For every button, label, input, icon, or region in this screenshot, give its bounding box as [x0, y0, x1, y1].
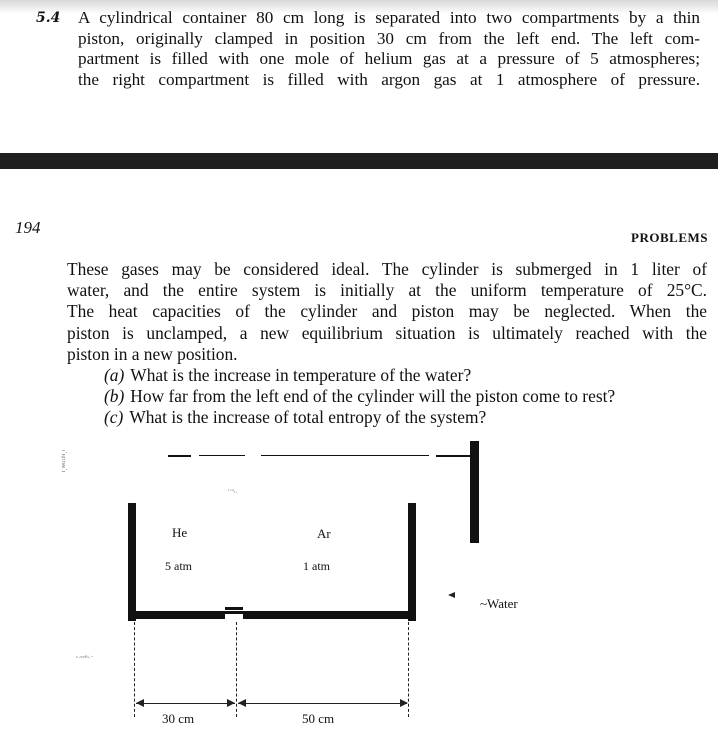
problem-statement-part2 — [67, 259, 707, 429]
question-a — [67, 365, 707, 386]
text-line: A cylindrical container 80 cm long is separated into two compartments by a thin — [78, 8, 700, 27]
text-line: the right compartment is filled with argon gas at 1 atmosphere of pressure. — [78, 69, 700, 89]
cylinder-bottom — [128, 611, 225, 619]
water-surface-line — [436, 455, 474, 457]
container-wall — [470, 441, 479, 543]
text-line: The heat capacities of the cylinder and piston may be neglected. When the — [67, 301, 707, 322]
piston-clamp — [225, 607, 243, 610]
text-line: piston is unclamped, a new equilibrium situation is ultimately reached with the — [67, 322, 707, 343]
question-b — [67, 386, 707, 407]
running-head: PROBLEMS — [631, 230, 708, 245]
left-length-label: 30 cm — [162, 711, 195, 726]
text-line: piston in a new position. — [67, 343, 238, 364]
right-length-label: 50 cm — [302, 711, 335, 726]
dimension-line-left — [136, 703, 235, 704]
arrow-icon — [227, 699, 235, 707]
water-surface-line — [261, 455, 429, 456]
arrow-icon — [448, 592, 455, 598]
question-label: (a) — [104, 365, 125, 386]
question-label: (c) — [104, 407, 124, 428]
text-line: piston, originally clamped in position 30 cm from the left end. The left com- — [78, 28, 700, 48]
left-pressure-label: 5 atm — [165, 559, 192, 573]
text-line: partment is filled with one mole of helium gas at a pressure of 5 atmospheres; — [78, 49, 700, 68]
question-text: What is the increase in temperature of the water? — [130, 365, 472, 386]
page-number: 194 — [15, 218, 41, 237]
left-gas-label: He — [172, 525, 188, 540]
arrow-icon — [400, 699, 408, 707]
cylinder-right-wall — [408, 503, 416, 621]
dimension-extension-line — [134, 622, 135, 717]
problem-number: 5.4 — [36, 10, 61, 26]
dimension-line-right — [238, 703, 407, 704]
piston-clamp — [225, 611, 243, 614]
arrow-icon — [238, 699, 246, 707]
water-surface-line — [168, 455, 191, 457]
question-text: How far from the left end of the cylinder will the piston come to rest? — [130, 386, 616, 407]
page-break-bar — [0, 153, 718, 169]
right-pressure-label: 1 atm — [303, 559, 330, 573]
cylinder-diagram — [0, 430, 718, 729]
scan-artifact: ʳ·ᵘᵣ. — [228, 488, 238, 495]
water-surface-line — [199, 455, 245, 456]
question-text: What is the increase of total entropy of the system? — [129, 407, 487, 428]
problem-statement-part1 — [78, 8, 700, 90]
question-c — [67, 407, 707, 428]
text-line: water, and the entire system is initially at the uniform temperature of 25°C. — [67, 280, 707, 301]
right-gas-label: Ar — [317, 526, 331, 541]
arrow-icon — [136, 699, 144, 707]
dimension-extension-line — [236, 622, 237, 717]
cylinder-bottom — [243, 611, 416, 619]
cylinder-left-wall — [128, 503, 136, 621]
question-label: (b) — [104, 386, 125, 407]
water-label: ~Water — [480, 596, 518, 611]
scan-artifact: ப்ராசுப் — [60, 450, 68, 473]
text-line: These gases may be considered ideal. The cylinder is submerged in 1 liter of — [67, 259, 707, 279]
dimension-extension-line — [408, 622, 409, 717]
scan-artifact: ᶜ·ˢᵉᴿᴵ·⁻ — [76, 655, 94, 662]
